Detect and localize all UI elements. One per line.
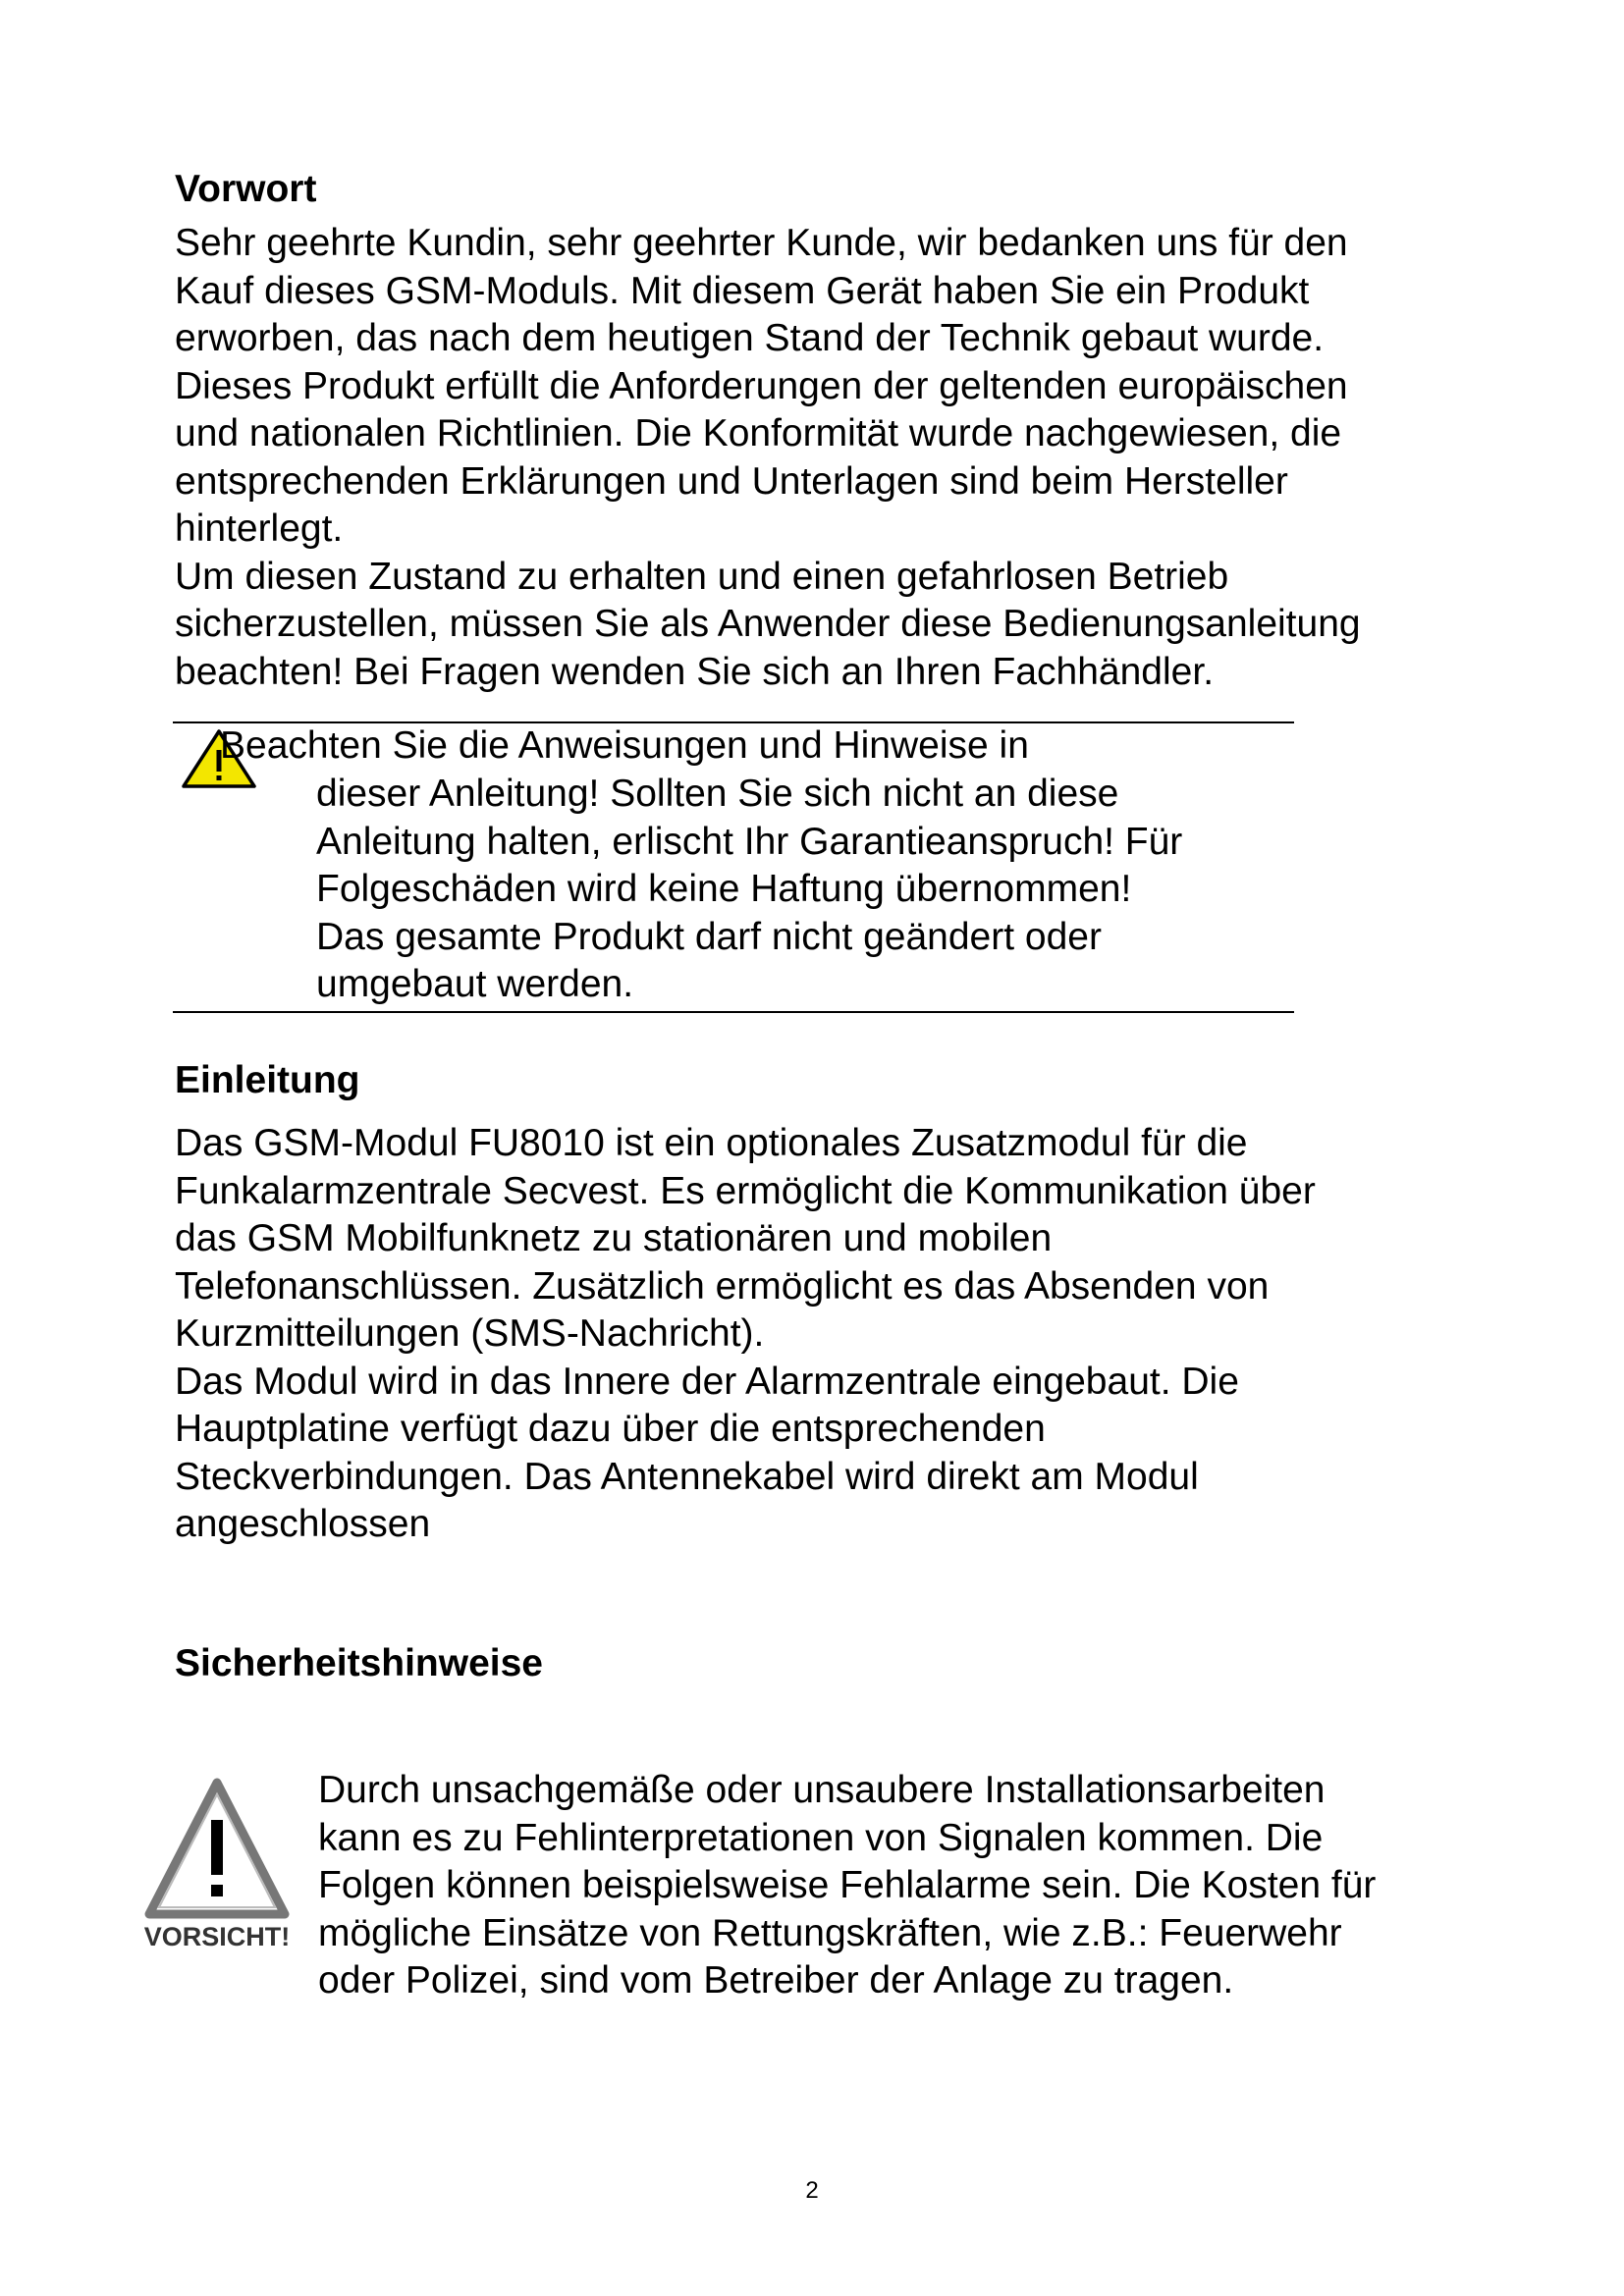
text-line: Das GSM-Modul FU8010 ist ein optionales Zusatzmodul für die — [175, 1122, 1248, 1164]
text-line: hinterlegt. — [175, 507, 344, 550]
text-line: umgebaut werden. — [316, 963, 634, 1005]
text-line: Telefonanschlüssen. Zusätzlich ermöglicht es das Absenden von — [175, 1264, 1270, 1308]
notice-text — [316, 771, 1182, 1009]
text-line: Folgeschäden wird keine Haftung übernommen! — [316, 868, 1132, 910]
text-line: mögliche Einsätze von Rettungskräften, wie z.B.: Feuerwehr — [318, 1911, 1342, 1954]
text-line: Hauptplatine verfügt dazu über die entsprechenden — [175, 1408, 1046, 1450]
section-heading-vorwort: Vorwort — [175, 168, 317, 210]
text-line: dieser Anleitung! Sollten Sie sich nicht an diese — [316, 773, 1119, 815]
section-heading-sicherheitshinweise: Sicherheitshinweise — [175, 1642, 543, 1684]
notice-first-line: Beachten Sie die Anweisungen und Hinweise in — [220, 724, 1029, 767]
caution-triangle-icon — [137, 1777, 297, 1951]
notice-bottom-rule — [173, 1011, 1294, 1013]
page-number: 2 — [805, 2177, 819, 2204]
text-line: kann es zu Fehlinterpretationen von Signalen kommen. Die — [318, 1816, 1324, 1859]
text-line: Das Modul wird in das Innere der Alarmzentrale eingebaut. Die — [175, 1360, 1239, 1403]
text-line: Das gesamte Produkt darf nicht geändert oder — [316, 915, 1102, 958]
text-line: Sehr geehrte Kundin, sehr geehrter Kunde, wir bedanken uns für den — [175, 222, 1348, 264]
section-heading-einleitung: Einleitung — [175, 1059, 360, 1101]
text-line: Funkalarmzentrale Secvest. Es ermöglicht die Kommunikation über — [175, 1169, 1316, 1212]
text-line: erworben, das nach dem heutigen Stand der Technik gebaut wurde. — [175, 317, 1325, 359]
text-line: Dieses Produkt erfüllt die Anforderungen der geltenden europäischen — [175, 364, 1348, 407]
text-line: angeschlossen — [175, 1503, 431, 1545]
text-line: Kurzmitteilungen (SMS-Nachricht). — [175, 1312, 765, 1355]
sicherheit-paragraph — [318, 1767, 1376, 2005]
text-line: Folgen können beispielsweise Fehlalarme sein. Die Kosten für — [318, 1864, 1377, 1906]
einleitung-paragraph — [175, 1120, 1316, 1549]
text-line: Durch unsachgemäße oder unsaubere Installationsarbeiten — [318, 1769, 1326, 1811]
caution-label: VORSICHT! — [143, 1922, 291, 1951]
vorwort-paragraph — [175, 220, 1361, 696]
text-line: sicherzustellen, müssen Sie als Anwender diese Bedienungsanleitung — [175, 603, 1361, 645]
text-line: entsprechenden Erklärungen und Unterlagen sind beim Hersteller — [175, 459, 1288, 503]
text-line: Steckverbindungen. Das Antennekabel wird direkt am Modul — [175, 1455, 1199, 1498]
text-line: oder Polizei, sind vom Betreiber der Anlage zu tragen. — [318, 1959, 1234, 2002]
text-line: Kauf dieses GSM-Moduls. Mit diesem Gerät haben Sie ein Produkt — [175, 269, 1310, 312]
text-line: Um diesen Zustand zu erhalten und einen gefahrlosen Betrieb — [175, 555, 1229, 598]
text-line: beachten! Bei Fragen wenden Sie sich an Ihren Fachhändler. — [175, 650, 1215, 693]
text-line: und nationalen Richtlinien. Die Konformität wurde nachgewiesen, die — [175, 412, 1342, 454]
text-line: das GSM Mobilfunknetz zu stationären und mobilen — [175, 1217, 1053, 1259]
text-line: Anleitung halten, erlischt Ihr Garantieanspruch! Für — [316, 820, 1183, 863]
